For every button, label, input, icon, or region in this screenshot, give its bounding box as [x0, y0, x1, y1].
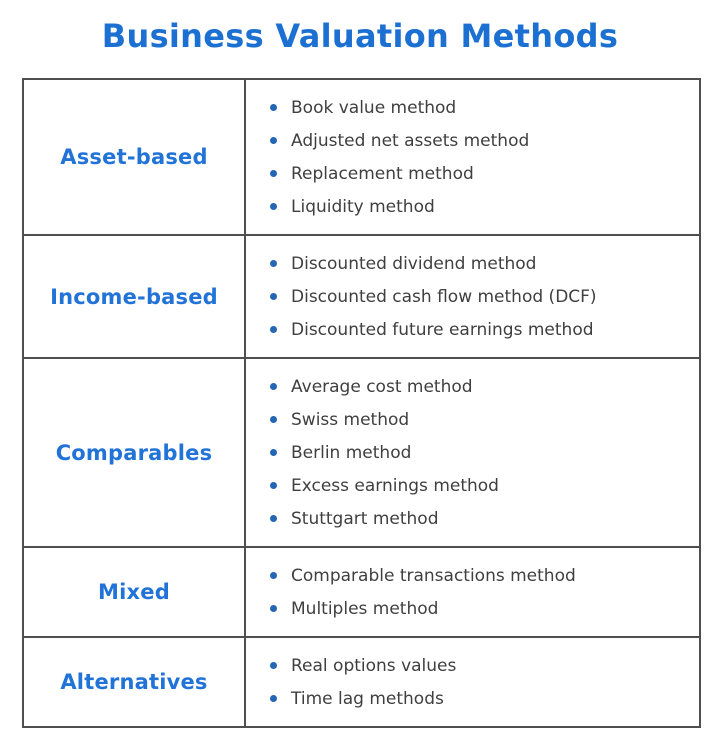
bullet-icon: [270, 137, 277, 144]
method-item: [270, 370, 499, 403]
method-label: Discounted dividend method: [291, 253, 537, 274]
category-cell: [24, 548, 246, 636]
category-cell: [24, 236, 246, 357]
bullet-icon: [270, 515, 277, 522]
category-cell: [24, 359, 246, 546]
category-cell: [24, 80, 246, 234]
bullet-icon: [270, 170, 277, 177]
method-label: Time lag methods: [291, 688, 444, 709]
method-label: Stuttgart method: [291, 508, 439, 529]
method-item: [270, 313, 597, 346]
method-label: Real options values: [291, 655, 457, 676]
method-item: [270, 247, 597, 280]
method-label: Comparable transactions method: [291, 565, 576, 586]
methods-list: [270, 559, 576, 625]
table-row: [24, 234, 699, 357]
bullet-icon: [270, 293, 277, 300]
bullet-icon: [270, 416, 277, 423]
valuation-table: [22, 78, 701, 728]
methods-cell: [246, 548, 699, 636]
bullet-icon: [270, 572, 277, 579]
method-label: Discounted cash flow method (DCF): [291, 286, 597, 307]
category-label: Comparables: [55, 440, 213, 465]
method-item: [270, 559, 576, 592]
methods-list: [270, 91, 529, 223]
category-label: Asset-based: [60, 145, 208, 169]
method-item: [270, 682, 456, 715]
method-label: Discounted future earnings method: [291, 319, 594, 340]
method-item: [270, 469, 499, 502]
category-label: Mixed: [98, 580, 170, 604]
methods-cell: [246, 80, 699, 234]
method-item: [270, 157, 529, 190]
method-label: Replacement method: [291, 163, 474, 184]
bullet-icon: [270, 203, 277, 210]
methods-cell: [246, 236, 699, 357]
methods-list: [270, 649, 456, 715]
bullet-icon: [270, 383, 277, 390]
method-label: Average cost method: [291, 376, 473, 397]
table-row: [24, 80, 699, 234]
bullet-icon: [270, 104, 277, 111]
category-label: Alternatives: [60, 670, 208, 694]
bullet-icon: [270, 449, 277, 456]
method-item: [270, 190, 529, 223]
table-row: [24, 546, 699, 636]
method-label: Book value method: [291, 97, 457, 118]
methods-list: [270, 370, 499, 535]
method-label: Liquidity method: [291, 196, 435, 217]
methods-cell: [246, 638, 699, 726]
table-row: [24, 636, 699, 726]
bullet-icon: [270, 482, 277, 489]
category-label: Income-based: [50, 284, 218, 309]
bullet-icon: [270, 695, 277, 702]
method-item: [270, 502, 499, 535]
method-item: [270, 592, 576, 625]
page-title: Business Valuation Methods: [101, 17, 619, 55]
category-cell: [24, 638, 246, 726]
method-label: Excess earnings method: [291, 475, 499, 496]
methods-list: [270, 247, 597, 346]
method-item: [270, 403, 499, 436]
method-item: [270, 436, 499, 469]
method-item: [270, 649, 456, 682]
method-item: [270, 124, 529, 157]
table-row: [24, 357, 699, 546]
method-label: Adjusted net assets method: [291, 130, 530, 151]
method-label: Berlin method: [291, 442, 412, 463]
bullet-icon: [270, 260, 277, 267]
method-label: Multiples method: [291, 598, 439, 619]
bullet-icon: [270, 662, 277, 669]
bullet-icon: [270, 605, 277, 612]
methods-cell: [246, 359, 699, 546]
method-label: Swiss method: [291, 409, 410, 430]
method-item: [270, 91, 529, 124]
bullet-icon: [270, 326, 277, 333]
method-item: [270, 280, 597, 313]
